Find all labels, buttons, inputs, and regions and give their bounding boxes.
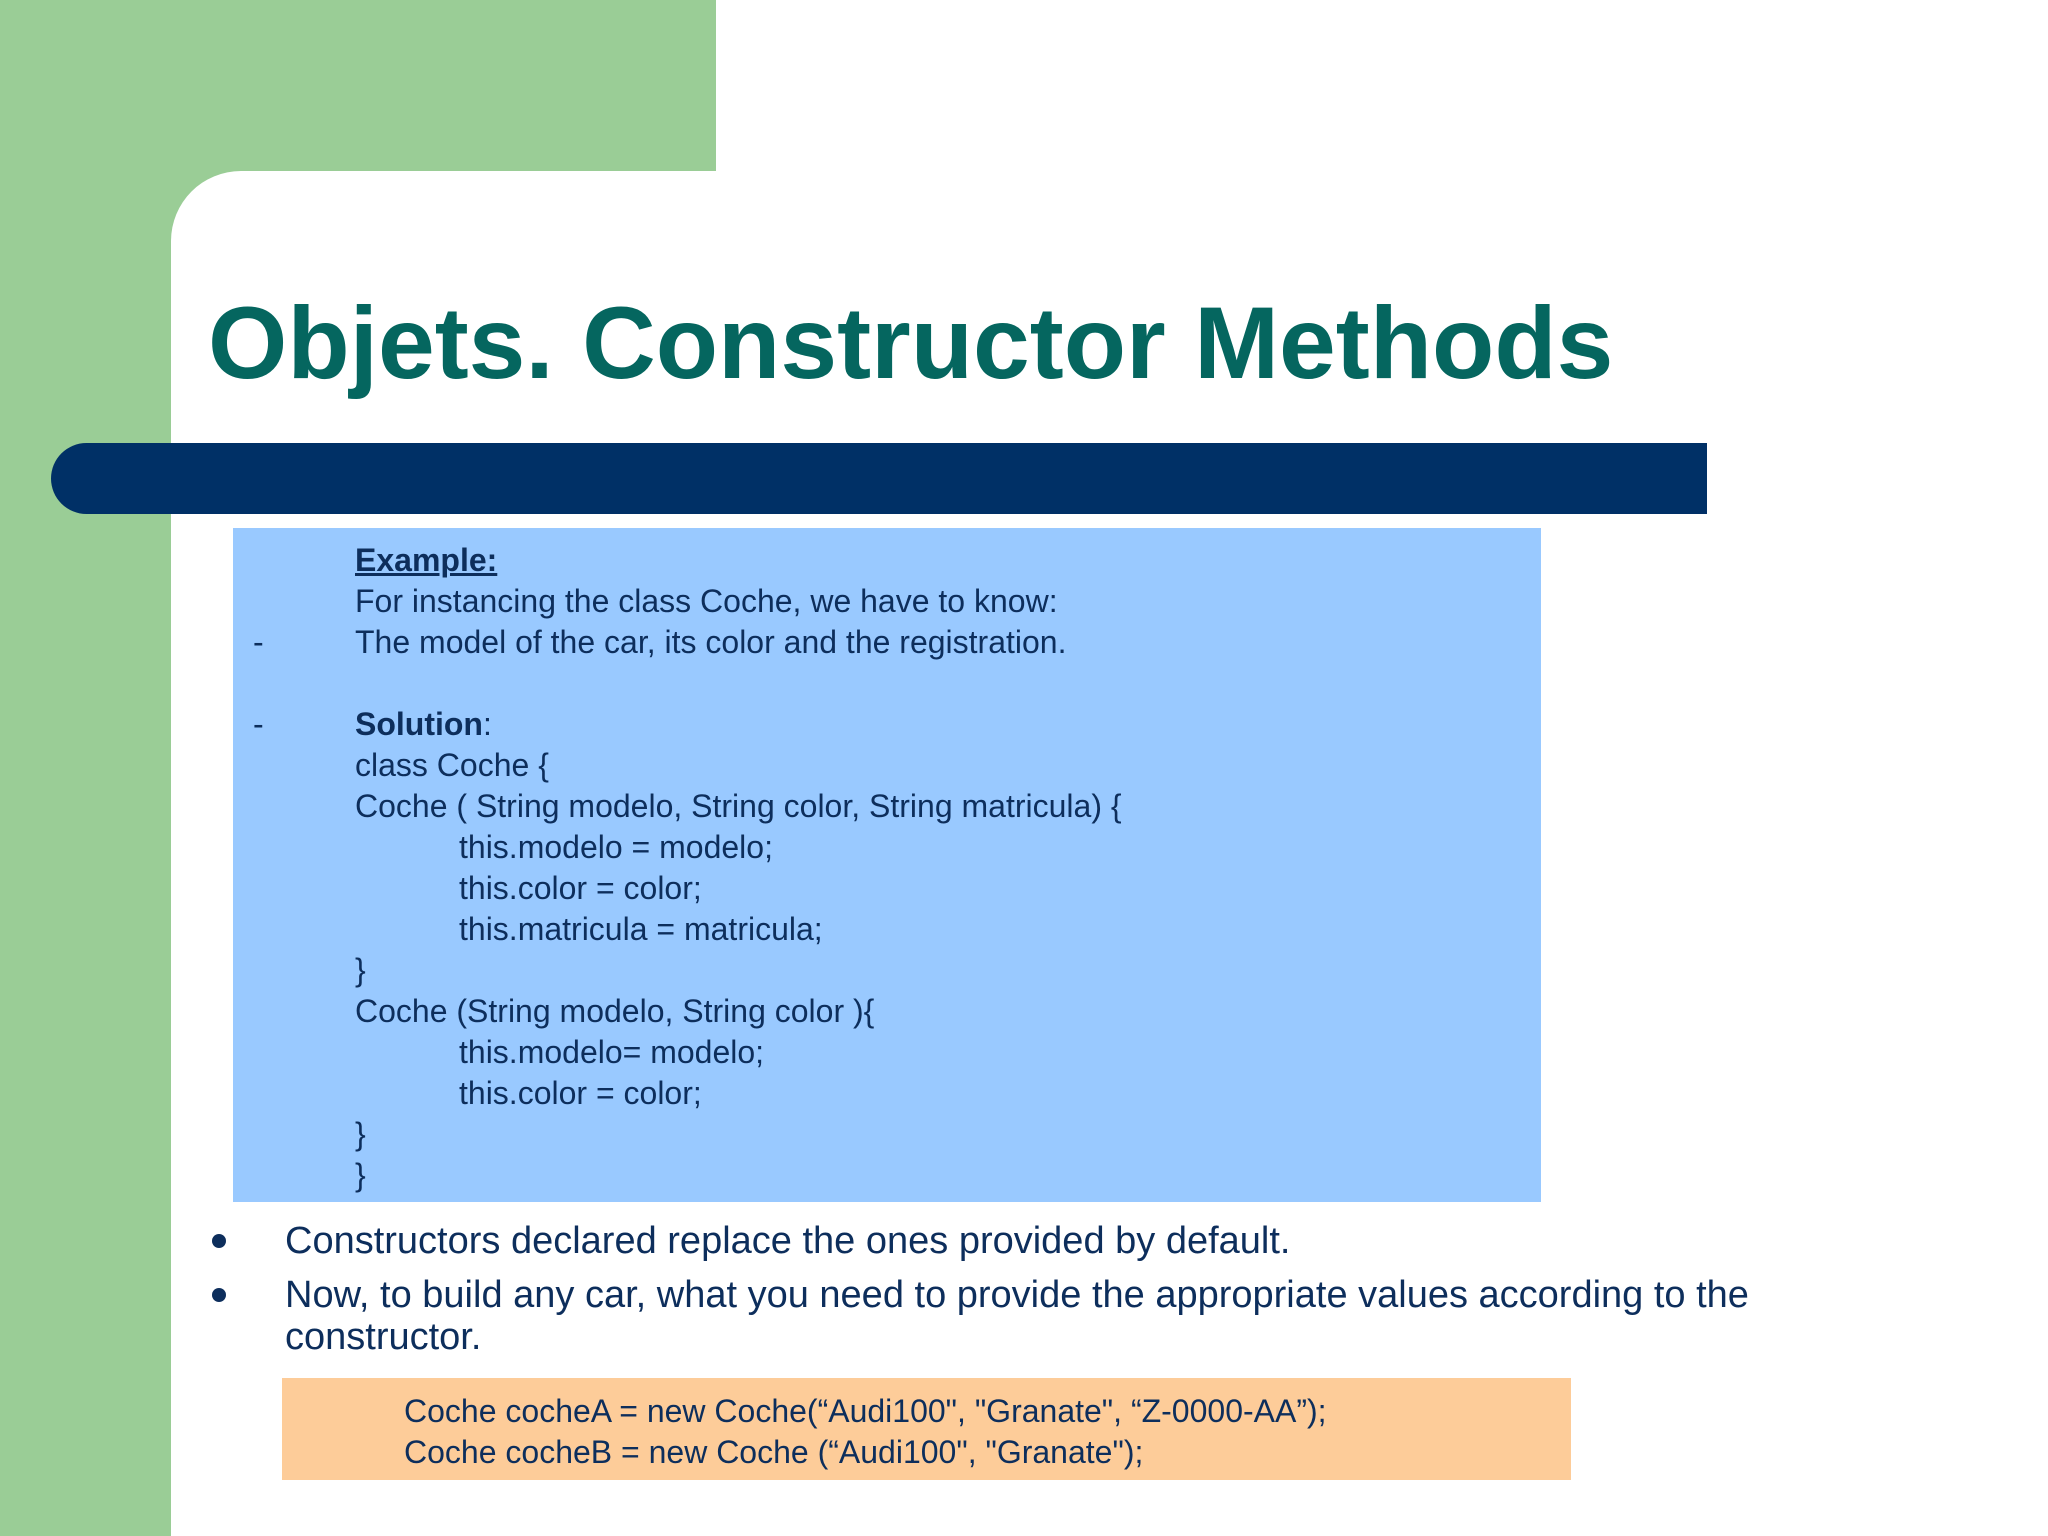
code-line: class Coche { xyxy=(355,747,549,783)
dash-marker: - xyxy=(253,706,264,742)
dash-marker: - xyxy=(253,624,264,660)
code-line: Coche ( String modelo, String color, String matricula) { xyxy=(355,788,1122,824)
example-requirement: The model of the car, its color and the registration. xyxy=(355,624,1067,660)
code-line: this.modelo= modelo; xyxy=(459,1034,765,1070)
code-line: Coche (String modelo, String color ){ xyxy=(355,993,875,1029)
bullet-text: Now, to build any car, what you need to provide the appropriate values according to the constructor. xyxy=(285,1274,1749,1358)
solution-line xyxy=(355,708,492,740)
code-line: Coche cocheA = new Coche(“Audi100", "Granate", “Z-0000-AA”); xyxy=(404,1393,1327,1429)
bullet-text: Constructors declared replace the ones provided by default. xyxy=(285,1220,1291,1262)
bullet-list xyxy=(208,1220,1848,1370)
bullet-item xyxy=(208,1274,1848,1358)
solution-colon: : xyxy=(482,706,492,742)
instantiation-code-box xyxy=(282,1378,1571,1480)
code-line: this.matricula = matricula; xyxy=(459,911,823,947)
code-line: Coche cocheB = new Coche (“Audi100", "Granate"); xyxy=(404,1434,1144,1470)
title-underline-bar xyxy=(51,443,1707,514)
code-line: this.color = color; xyxy=(459,1075,702,1111)
example-box xyxy=(233,528,1541,1202)
bullet-item xyxy=(208,1220,1848,1262)
bullet-dot-icon xyxy=(212,1234,226,1248)
code-line: this.modelo = modelo; xyxy=(459,829,773,865)
code-line: } xyxy=(355,1116,366,1152)
solution-label: Solution xyxy=(355,706,483,742)
code-line: } xyxy=(355,1157,366,1193)
example-heading: Example: xyxy=(355,542,498,578)
bullet-dot-icon xyxy=(212,1288,226,1302)
slide-title: Objets. Constructor Methods xyxy=(208,286,1614,400)
code-line: } xyxy=(355,952,366,988)
code-line: this.color = color; xyxy=(459,870,702,906)
example-intro: For instancing the class Coche, we have to know: xyxy=(355,583,1058,619)
